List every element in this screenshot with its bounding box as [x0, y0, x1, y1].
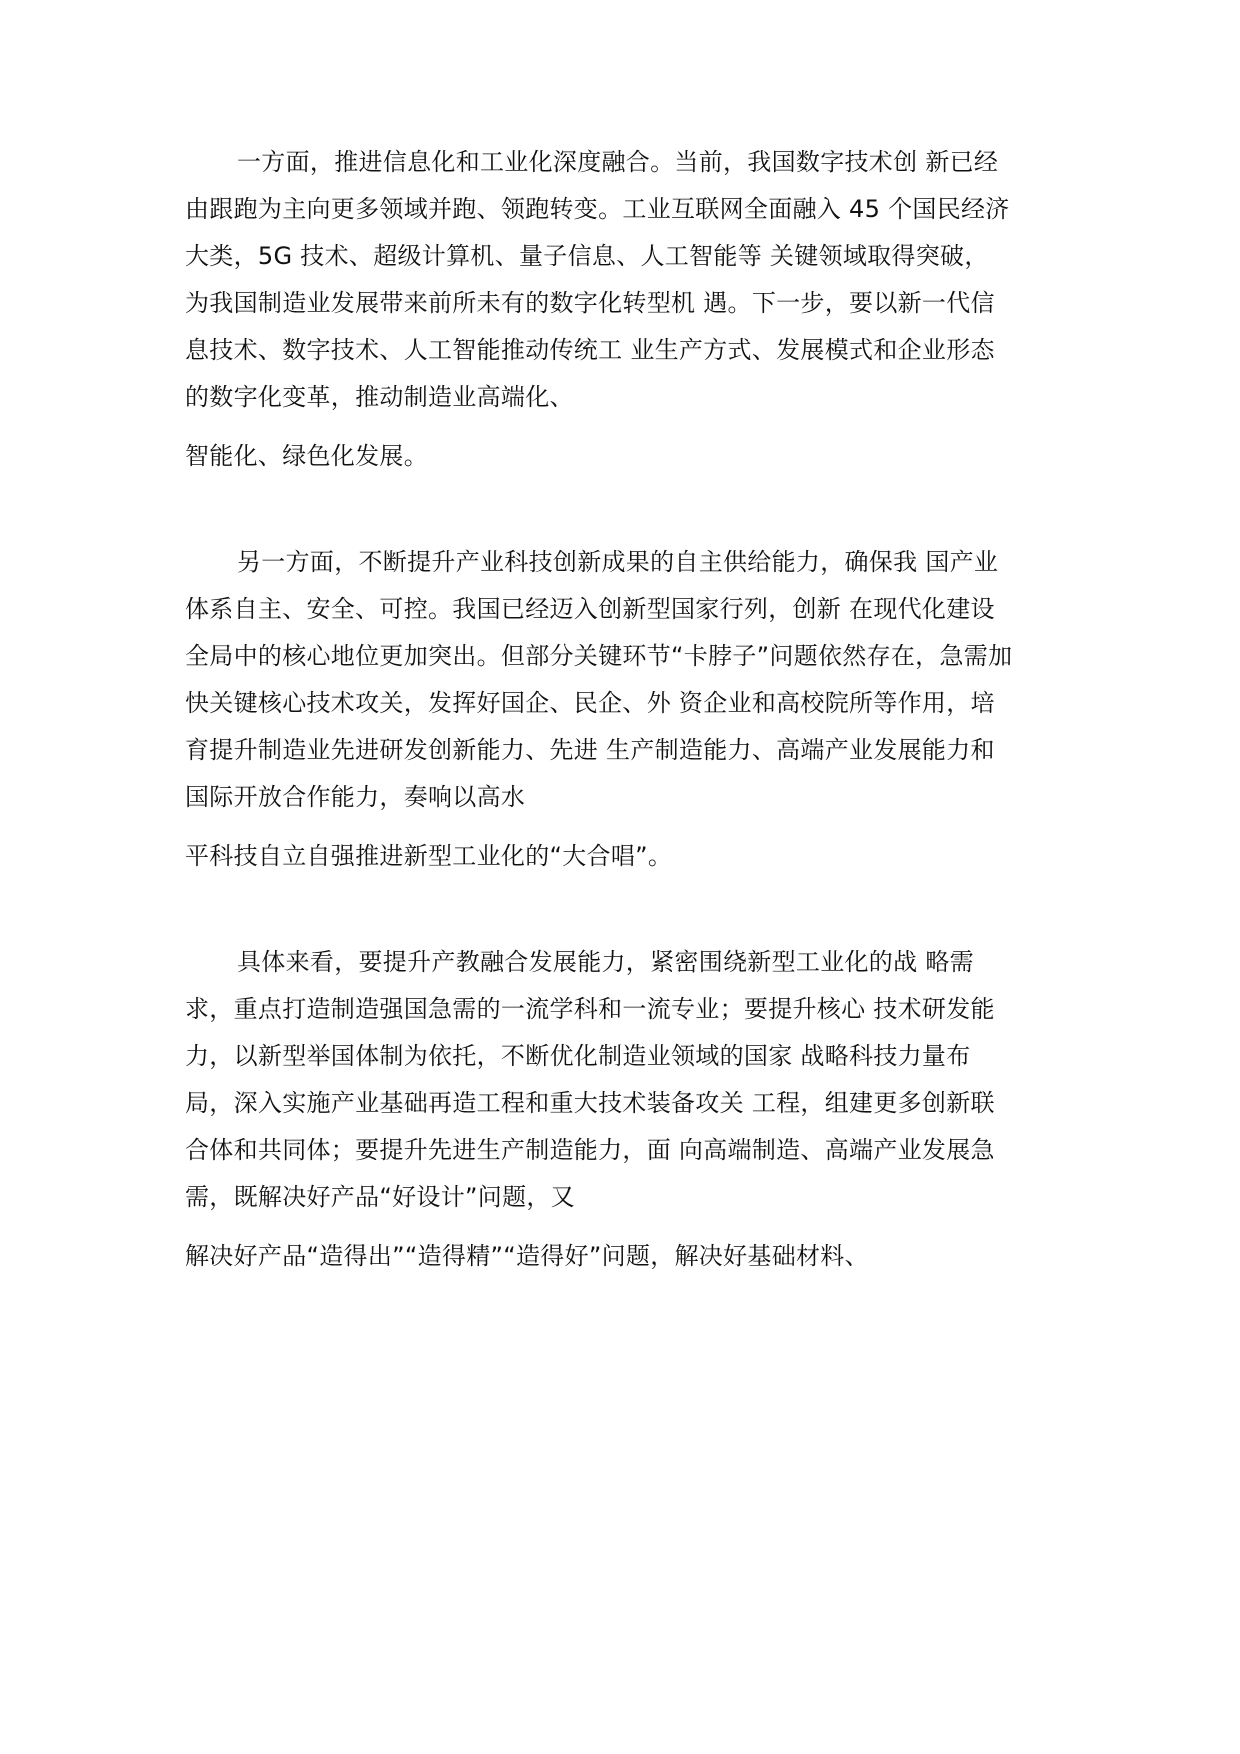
text-line: 国际开放合作能力，奏响以高水 [185, 783, 526, 811]
text-line: 具体来看，要提升产教融合发展能力，紧密围绕新型工业化的战 略需 [237, 948, 974, 976]
text-line: 一方面，推进信息化和工业化深度融合。当前，我国数字技术创 新已经 [237, 148, 999, 176]
text-line: 为我国制造业发展带来前所未有的数字化转型机 遇。下一步，要以新一代信 [185, 289, 995, 317]
text-line: 力，以新型举国体制为依托，不断优化制造业领域的国家 战略科技力量布 [185, 1042, 971, 1070]
text-line: 快关键核心技术攻关，发挥好国企、民企、外 资企业和高校院所等作用，培 [185, 689, 995, 717]
text-line: 智能化、绿色化发展。 [185, 442, 428, 470]
text-line: 的数字化变革，推动制造业高端化、 [185, 383, 574, 411]
text-line: 体系自主、安全、可控。我国已经迈入创新型国家行列，创新 在现代化建设 [185, 595, 995, 623]
text-line: 由跟跑为主向更多领域并跑、领跑转变。工业互联网全面融入 45 个国民经济 [185, 195, 1010, 223]
text-line: 大类，5G 技术、超级计算机、量子信息、人工智能等 关键领域取得突破， [185, 242, 989, 270]
text-line: 全局中的核心地位更加突出。但部分关键环节“卡脖子”问题依然存在，急需加 [185, 642, 1013, 670]
text-line: 平科技自立自强推进新型工业化的“大合唱”。 [185, 842, 673, 870]
text-line: 求，重点打造制造强国急需的一流学科和一流专业；要提升核心 技术研发能 [185, 995, 995, 1023]
text-line: 另一方面，不断提升产业科技创新成果的自主供给能力，确保我 国产业 [237, 548, 999, 576]
text-line: 解决好产品“造得出”“造得精”“造得好”问题，解决好基础材料、 [185, 1242, 869, 1270]
text-line: 息技术、数字技术、人工智能推动传统工 业生产方式、发展模式和企业形态 [185, 336, 995, 364]
text-line: 育提升制造业先进研发创新能力、先进 生产制造能力、高端产业发展能力和 [185, 736, 995, 764]
text-line: 合体和共同体；要提升先进生产制造能力，面 向高端制造、高端产业发展急 [185, 1136, 995, 1164]
text-line: 局，深入实施产业基础再造工程和重大技术装备攻关 工程，组建更多创新联 [185, 1089, 995, 1117]
text-line: 需，既解决好产品“好设计”问题，又 [185, 1183, 575, 1211]
